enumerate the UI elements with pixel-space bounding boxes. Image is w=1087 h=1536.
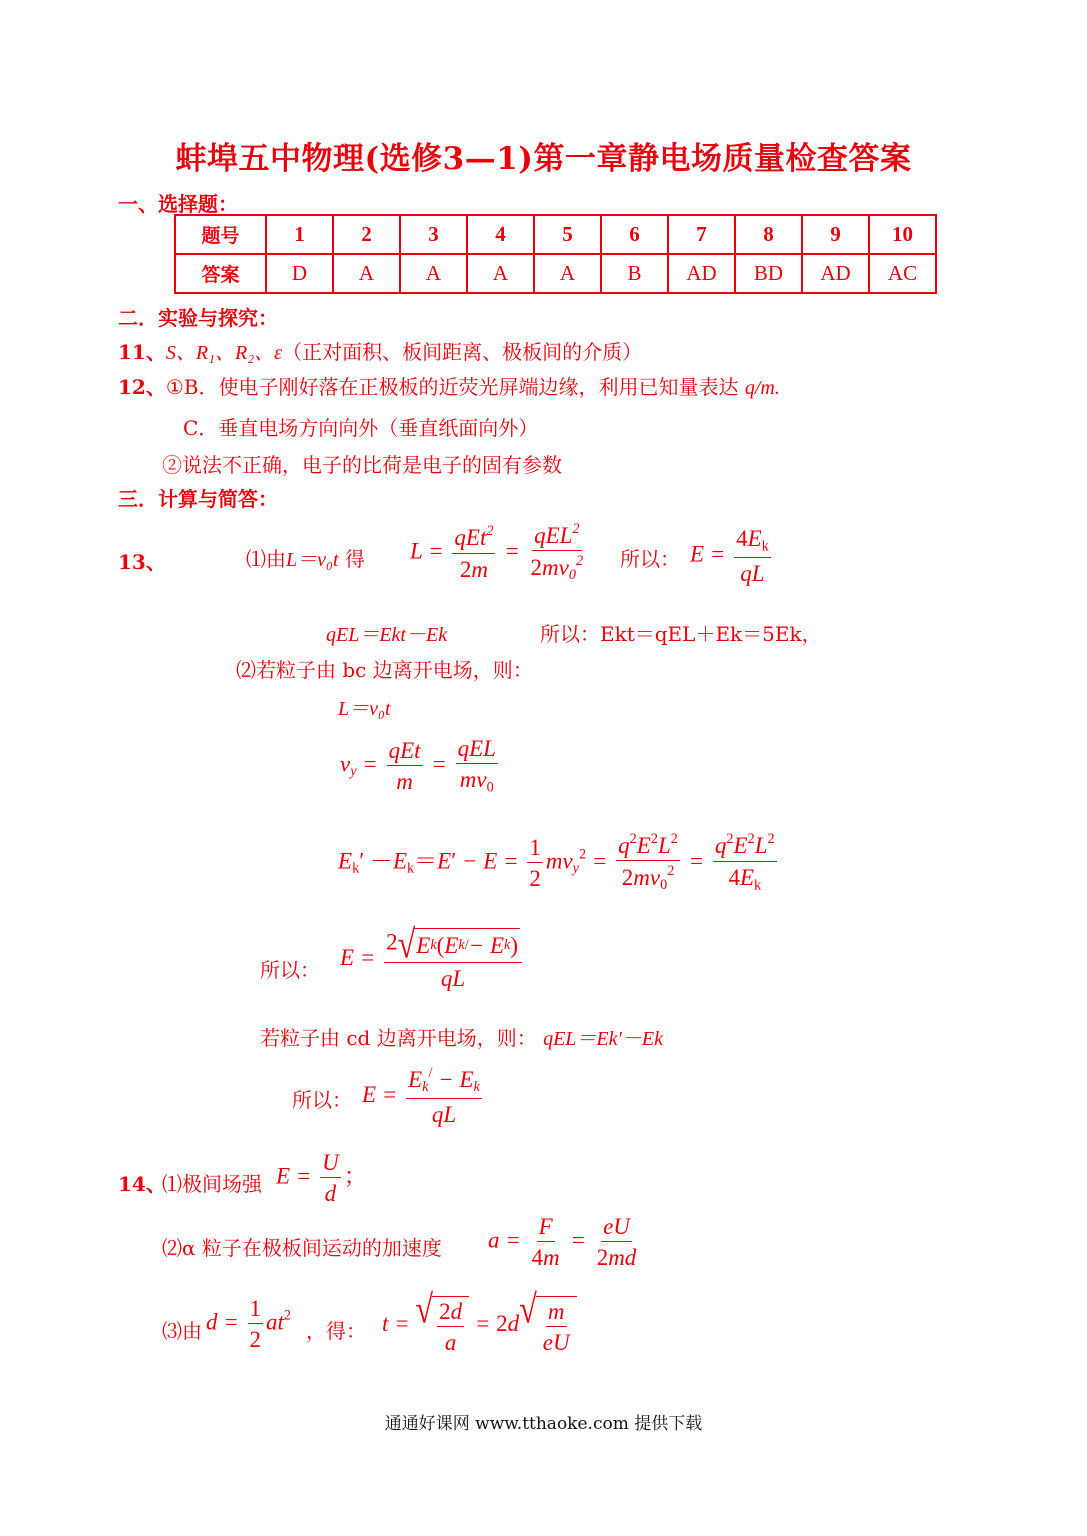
page-title: 蚌埠五中物理(选修3—1)第一章静电场质量检查答案 <box>175 141 912 177</box>
table-cell: A <box>400 254 467 293</box>
q13-energy-result: 所以：Ekt＝qEL＋Ek＝5Ek， <box>540 622 822 646</box>
q13-so-1: 所以： <box>620 547 680 571</box>
q13-part2: ⑵若粒子由 bc 边离开电场，则： <box>236 658 533 682</box>
question-12-line-3: ②说法不正确，电子的比荷是电子的固有参数 <box>162 453 562 477</box>
q13-cd-eq: qEL＝Ek′－Ek <box>543 1028 663 1050</box>
answer-table <box>174 214 937 294</box>
question-11 <box>118 336 642 365</box>
section-heading-choice: 一、选择题： <box>118 192 238 216</box>
q13-part1 <box>246 543 365 572</box>
table-row-numbers <box>175 215 936 254</box>
question-11-vars: S、R₁、R₂、ε <box>165 342 283 364</box>
formula-L: L = $\frac{qEt^2}{2m}$ = $\frac{qEL^2}{2mv_0^2}$ <box>410 521 584 584</box>
table-header-number: 题号 <box>175 215 266 254</box>
question-label: 12、 <box>118 375 166 399</box>
table-cell: B <box>601 254 668 293</box>
formula-E-field: E = $\frac{U}{d}$ ； <box>276 1150 367 1207</box>
table-cell: AC <box>869 254 936 293</box>
footer-text: 通通好课网 www.tthaoke.com 提供下载 <box>384 1414 703 1434</box>
formula-acceleration: a = $\frac{F}{4m}$ = $\frac{eU}{2md}$ <box>488 1214 637 1271</box>
question-12-text: ①B．使电子刚好落在正极板的近荧光屏端边缘，利用已知量表达 <box>165 375 739 399</box>
formula-E-3: E = $\frac{E_k^/ - E_k}{qL}$ <box>362 1065 480 1127</box>
question-label: 13、 <box>118 550 166 574</box>
q14-part2: ⑵α 粒子在极板间运动的加速度 <box>162 1236 442 1260</box>
table-cell: 3 <box>400 215 467 254</box>
formula-energy: $E_k' -E_k=E' - E$ = $\frac{1}{2}$ $mv_y^2$ = $\frac{q^2E^2L^2}{2mv_0^2}$ = $\frac{q^2E^2L^2}{4E_k}$ <box>338 831 775 894</box>
table-header-answer: 答案 <box>175 254 266 293</box>
q13-part1-get: 得 <box>344 547 365 571</box>
table-cell: D <box>266 254 333 293</box>
q13-energy-eq: qEL＝Ekt－Ek <box>326 624 448 646</box>
table-cell: 2 <box>333 215 400 254</box>
question-label: 11、 <box>118 340 166 364</box>
q13-part2-cd <box>260 1022 663 1051</box>
table-cell: 7 <box>668 215 735 254</box>
formula-distance: d = $\frac{1}{2}$ $at^2$ <box>206 1296 292 1353</box>
question-12-var: q/m. <box>744 377 780 399</box>
table-cell: 4 <box>467 215 534 254</box>
q13-part1-prefix: ⑴由 <box>246 547 286 571</box>
formula-E-2: E = 2 √ E k ( E k / − E k ) qL <box>340 928 525 992</box>
q13-so-3: 所以： <box>292 1088 352 1112</box>
table-row-answers <box>175 254 936 293</box>
question-12-line-2: C．垂直电场方向向外（垂直纸面向外） <box>183 416 539 440</box>
table-cell: BD <box>735 254 802 293</box>
q14-part3-prefix: ⑶由 <box>162 1319 202 1343</box>
q13-cd-text: 若粒子由 cd 边离开电场，则： <box>260 1026 537 1050</box>
table-cell: AD <box>668 254 735 293</box>
question-12-line-1 <box>118 371 780 400</box>
table-cell: 1 <box>266 215 333 254</box>
section-heading-calculation: 三．计算与简答： <box>118 487 278 511</box>
q14-part3-get: ，得： <box>306 1319 366 1343</box>
q14-part1: ⑴极间场强 <box>162 1172 262 1196</box>
q13-so-2: 所以： <box>260 958 320 982</box>
table-cell: 5 <box>534 215 601 254</box>
q14-part3 <box>162 1315 202 1344</box>
table-cell: 9 <box>802 215 869 254</box>
table-cell: 6 <box>601 215 668 254</box>
q13-L-eq: L＝v₀t <box>338 698 391 720</box>
section-heading-experiment: 二．实验与探究： <box>118 306 278 330</box>
table-cell: AD <box>802 254 869 293</box>
q13-part1-eq: L＝v₀t <box>286 549 339 571</box>
table-cell: 10 <box>869 215 936 254</box>
table-cell: 8 <box>735 215 802 254</box>
formula-time: t = √ $\frac{2d}{a}$ = 2d √ $\frac{m}{eU}$ <box>382 1296 577 1356</box>
table-cell: A <box>467 254 534 293</box>
question-11-text: （正对面积、板间距离、极板间的介质） <box>282 340 643 364</box>
table-cell: A <box>534 254 601 293</box>
formula-E-1: E = $\frac{4E_k}{qL}$ <box>690 526 769 586</box>
formula-vy: $v_y$ = $\frac{\text{qEt}}{m}$ = $\frac{\text{qEL}}{mv_0}$ <box>340 736 496 796</box>
question-label: 14、 <box>118 1172 166 1196</box>
table-cell: A <box>333 254 400 293</box>
